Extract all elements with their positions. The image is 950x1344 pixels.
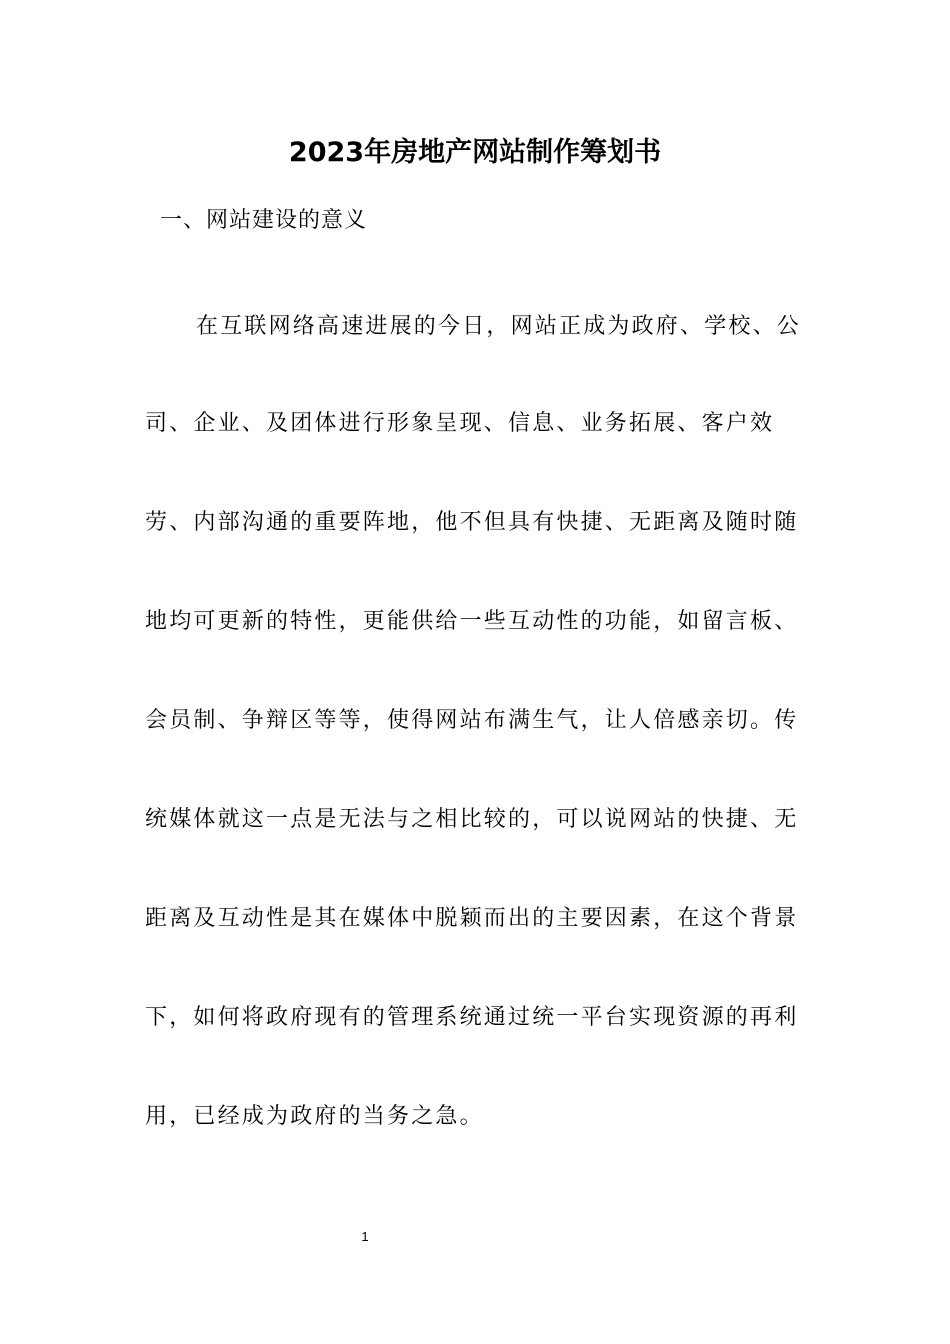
section-heading: 一、网站建设的意义	[160, 208, 368, 233]
document-title: 2023年房地产网站制作筹划书	[288, 137, 662, 168]
paragraph-line-6: 统媒体就这一点是无法与之相比较的，可以说网站的快捷、无	[145, 807, 799, 832]
paragraph-line-3: 劳、内部沟通的重要阵地，他不但具有快捷、无距离及随时随	[145, 510, 799, 535]
paragraph-line-4: 地均可更新的特性，更能供给一些互动性的功能，如留言板、	[145, 609, 799, 634]
paragraph-line-1: 在互联网络高速进展的今日，网站正成为政府、学校、公	[196, 314, 802, 339]
paragraph-line-8: 下，如何将政府现有的管理系统通过统一平台实现资源的再利	[145, 1005, 799, 1030]
page-number: 1	[361, 1229, 369, 1244]
paragraph-line-5: 会员制、争辩区等等，使得网站布满生气，让人倍感亲切。传	[145, 708, 799, 733]
paragraph-line-9: 用，已经成为政府的当务之急。	[145, 1104, 484, 1129]
paragraph-line-2: 司、企业、及团体进行形象呈现、信息、业务拓展、客户效	[145, 411, 775, 436]
paragraph-line-7: 距离及互动性是其在媒体中脱颖而出的主要因素，在这个背景	[145, 906, 799, 931]
